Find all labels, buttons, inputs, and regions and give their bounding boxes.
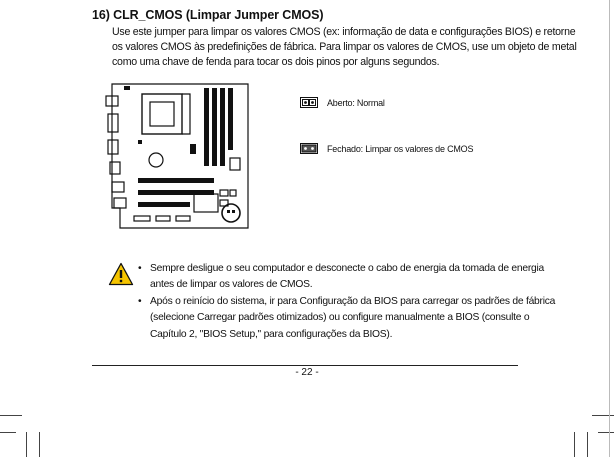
crop-mark [0, 415, 22, 416]
crop-mark [574, 432, 575, 457]
motherboard-diagram [98, 78, 258, 238]
note-line: antes de limpar os valores de CMOS. [150, 279, 313, 291]
description-line: Use este jumper para limpar os valores CMOS (ex: informação de data e configurações BIOS) e retorne [112, 26, 576, 38]
note-bullet: • [138, 295, 142, 307]
crop-mark [592, 415, 614, 416]
crop-mark [39, 432, 40, 457]
crop-mark [0, 432, 16, 433]
description-paragraph [112, 25, 577, 71]
crop-mark [587, 432, 588, 457]
page-edge [609, 0, 610, 457]
note-line: (selecione Carregar padrões otimizados) ou configure manualmente a BIOS (consulte o [150, 312, 530, 324]
legend-item-open [300, 97, 385, 108]
notes-list [138, 261, 556, 343]
crop-mark [598, 432, 614, 433]
note-item [138, 261, 545, 294]
description-line: como uma chave de fenda para tocar os dois pinos por alguns segundos. [112, 56, 440, 69]
crop-mark [26, 432, 27, 457]
section-heading [92, 8, 323, 22]
footer-rule [92, 365, 518, 366]
description-line: os valores CMOS às predefinições de fábrica. Para limpar os valores de CMOS, use um objeto de metal [112, 41, 577, 54]
note-line: Após o reinício do sistema, ir para Configuração da BIOS para carregar os padrões de fábrica [150, 295, 556, 307]
section-title: CLR_CMOS (Limpar Jumper CMOS) [113, 8, 324, 22]
legend-item-closed [300, 143, 473, 154]
note-bullet: • [138, 263, 142, 274]
jumper-closed-icon [300, 143, 318, 154]
warning-triangle-icon [108, 262, 134, 286]
note-line: Capítulo 2, "BIOS Setup," para configurações da BIOS). [150, 328, 393, 340]
legend-label-closed: Fechado: Limpar os valores de CMOS [327, 143, 474, 154]
section-number: 16) [92, 8, 110, 22]
page-number: - 22 - [295, 367, 319, 378]
note-line: Sempre desligue o seu computador e desconecte o cabo de energia da tomada de energia [150, 263, 545, 274]
jumper-open-icon [300, 97, 318, 108]
note-item [138, 294, 556, 343]
legend-label-open: Aberto: Normal [327, 97, 385, 108]
